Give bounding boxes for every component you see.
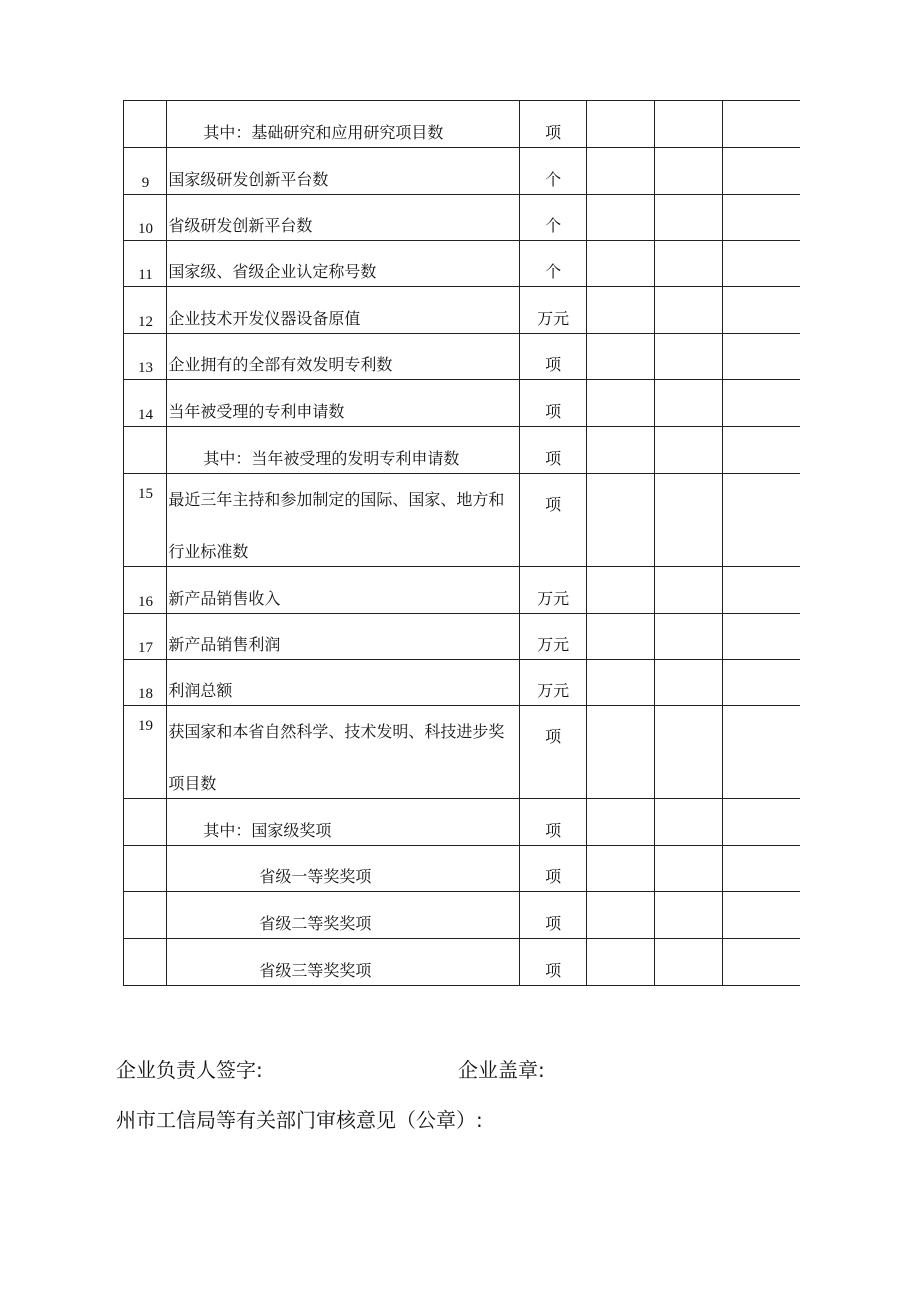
unit-cell [519,660,587,706]
value-cell[interactable] [587,195,655,241]
item-cell [167,334,519,380]
item-cell [167,474,519,567]
table-row [124,148,801,195]
unit-label: 项 [545,449,562,468]
value-cell[interactable] [587,334,655,380]
item-cell [167,567,519,614]
value-cell[interactable] [587,892,655,939]
value-cell[interactable] [722,334,800,380]
value-cell[interactable] [655,706,723,799]
item-label: 国家级研发创新平台数 [168,170,329,189]
value-cell[interactable] [722,427,800,474]
unit-label: 项 [545,123,562,142]
item-label: 省级二等奖奖项 [259,914,372,933]
unit-cell [519,799,587,846]
item-cell [167,939,519,986]
unit-cell [519,892,587,939]
unit-label: 项 [545,727,562,746]
row-number-cell [124,846,167,892]
table-row [124,892,801,939]
value-cell[interactable] [587,427,655,474]
item-label: 当年被受理的专利申请数 [168,402,345,421]
unit-label: 万元 [537,635,570,654]
table-row [124,287,801,334]
value-cell[interactable] [655,380,723,427]
row-number-cell [124,427,167,474]
row-number-cell [124,101,167,148]
value-cell[interactable] [722,939,800,986]
row-number: 17 [138,640,153,656]
row-number-cell [124,706,167,799]
item-label: 其中：基础研究和应用研究项目数 [203,123,444,142]
item-label: 其中：当年被受理的发明专利申请数 [203,449,460,468]
item-cell [167,614,519,660]
item-label: 其中：国家级奖项 [203,821,332,840]
value-cell[interactable] [587,846,655,892]
unit-cell [519,380,587,427]
table-row [124,614,801,660]
unit-cell [519,474,587,567]
item-label: 国家级、省级企业认定称号数 [168,262,377,281]
row-number-cell [124,614,167,660]
row-number-cell [124,380,167,427]
row-number-cell [124,567,167,614]
row-number-cell [124,939,167,986]
value-cell[interactable] [722,195,800,241]
value-cell[interactable] [655,241,723,287]
item-label: 省级研发创新平台数 [168,216,313,235]
item-label: 新产品销售利润 [168,635,281,654]
item-cell [167,660,519,706]
value-cell[interactable] [587,474,655,567]
unit-label: 项 [545,355,562,374]
value-cell[interactable] [587,380,655,427]
table-row [124,660,801,706]
value-cell[interactable] [587,706,655,799]
row-number-cell [124,660,167,706]
value-cell[interactable] [722,799,800,846]
row-number: 9 [141,175,150,191]
review-label: 州市工信局等有关部门审核意见（公章）: [116,1108,483,1132]
value-cell[interactable] [587,799,655,846]
indicator-table [123,100,800,986]
value-cell[interactable] [587,567,655,614]
item-cell [167,101,519,148]
table-row [124,101,801,148]
table-row [124,567,801,614]
value-cell[interactable] [655,474,723,567]
table-row [124,380,801,427]
unit-label: 万元 [537,589,570,608]
item-cell [167,892,519,939]
table-row [124,706,801,799]
table-row [124,195,801,241]
unit-cell [519,101,587,148]
table-row [124,846,801,892]
unit-label: 项 [545,867,562,886]
item-cell [167,380,519,427]
item-label: 企业技术开发仪器设备原值 [168,309,361,328]
item-cell [167,195,519,241]
value-cell[interactable] [587,939,655,986]
value-cell[interactable] [722,241,800,287]
value-cell[interactable] [722,148,800,195]
unit-label: 个 [545,262,562,281]
item-label: 获国家和本省自然科学、技术发明、科技进步奖项目数 [168,722,505,793]
row-number-cell [124,892,167,939]
row-number-cell [124,799,167,846]
value-cell[interactable] [655,660,723,706]
value-cell[interactable] [587,660,655,706]
value-cell[interactable] [655,148,723,195]
table-row [124,241,801,287]
table-row [124,474,801,567]
item-label: 最近三年主持和参加制定的国际、国家、地方和行业标准数 [168,490,505,561]
row-number-cell [124,334,167,380]
row-number-cell [124,474,167,567]
unit-cell [519,195,587,241]
table-row [124,334,801,380]
row-number: 16 [138,594,153,610]
row-number-cell [124,241,167,287]
row-number: 18 [138,686,153,702]
value-cell[interactable] [722,287,800,334]
unit-label: 个 [545,170,562,189]
unit-cell [519,287,587,334]
row-number: 13 [138,360,153,376]
row-number: 19 [138,718,153,734]
value-cell[interactable] [655,334,723,380]
item-cell [167,846,519,892]
unit-cell [519,567,587,614]
value-cell[interactable] [722,892,800,939]
row-number-cell [124,195,167,241]
value-cell[interactable] [655,846,723,892]
item-label: 省级一等奖奖项 [259,867,372,886]
table-row [124,939,801,986]
value-cell[interactable] [722,474,800,567]
row-number: 12 [138,314,153,330]
value-cell[interactable] [655,892,723,939]
item-cell [167,706,519,799]
table-row [124,427,801,474]
unit-cell [519,148,587,195]
value-cell[interactable] [587,614,655,660]
unit-cell [519,427,587,474]
unit-cell [519,334,587,380]
row-number: 10 [138,221,153,237]
unit-cell [519,846,587,892]
unit-label: 万元 [537,309,570,328]
unit-cell [519,241,587,287]
item-label: 新产品销售收入 [168,589,281,608]
value-cell[interactable] [655,614,723,660]
row-number-cell [124,287,167,334]
item-cell [167,427,519,474]
unit-label: 个 [545,216,562,235]
row-number-cell [124,148,167,195]
item-cell [167,287,519,334]
value-cell[interactable] [655,287,723,334]
unit-cell [519,939,587,986]
item-label: 利润总额 [168,681,233,700]
unit-label: 项 [545,961,562,980]
unit-label: 项 [545,402,562,421]
value-cell[interactable] [722,614,800,660]
value-cell[interactable] [587,148,655,195]
unit-cell [519,706,587,799]
value-cell[interactable] [722,660,800,706]
row-number: 11 [138,267,153,283]
value-cell[interactable] [655,799,723,846]
item-label: 省级三等奖奖项 [259,961,372,980]
value-cell[interactable] [587,101,655,148]
seal-label: 企业盖章: [458,1058,545,1082]
value-cell[interactable] [587,241,655,287]
value-cell[interactable] [722,567,800,614]
unit-label: 项 [545,495,562,514]
signature-label: 企业负责人签字: [116,1058,263,1082]
unit-label: 项 [545,821,562,840]
unit-cell [519,614,587,660]
value-cell[interactable] [655,939,723,986]
item-cell [167,799,519,846]
value-cell[interactable] [722,380,800,427]
value-cell[interactable] [655,427,723,474]
value-cell[interactable] [587,287,655,334]
value-cell[interactable] [722,846,800,892]
item-label: 企业拥有的全部有效发明专利数 [168,355,393,374]
value-cell[interactable] [655,195,723,241]
item-cell [167,148,519,195]
table-row [124,799,801,846]
unit-label: 万元 [537,681,570,700]
unit-label: 项 [545,914,562,933]
value-cell[interactable] [722,101,800,148]
row-number: 15 [138,486,153,502]
row-number: 14 [138,407,153,423]
value-cell[interactable] [722,706,800,799]
item-cell [167,241,519,287]
value-cell[interactable] [655,567,723,614]
value-cell[interactable] [655,101,723,148]
